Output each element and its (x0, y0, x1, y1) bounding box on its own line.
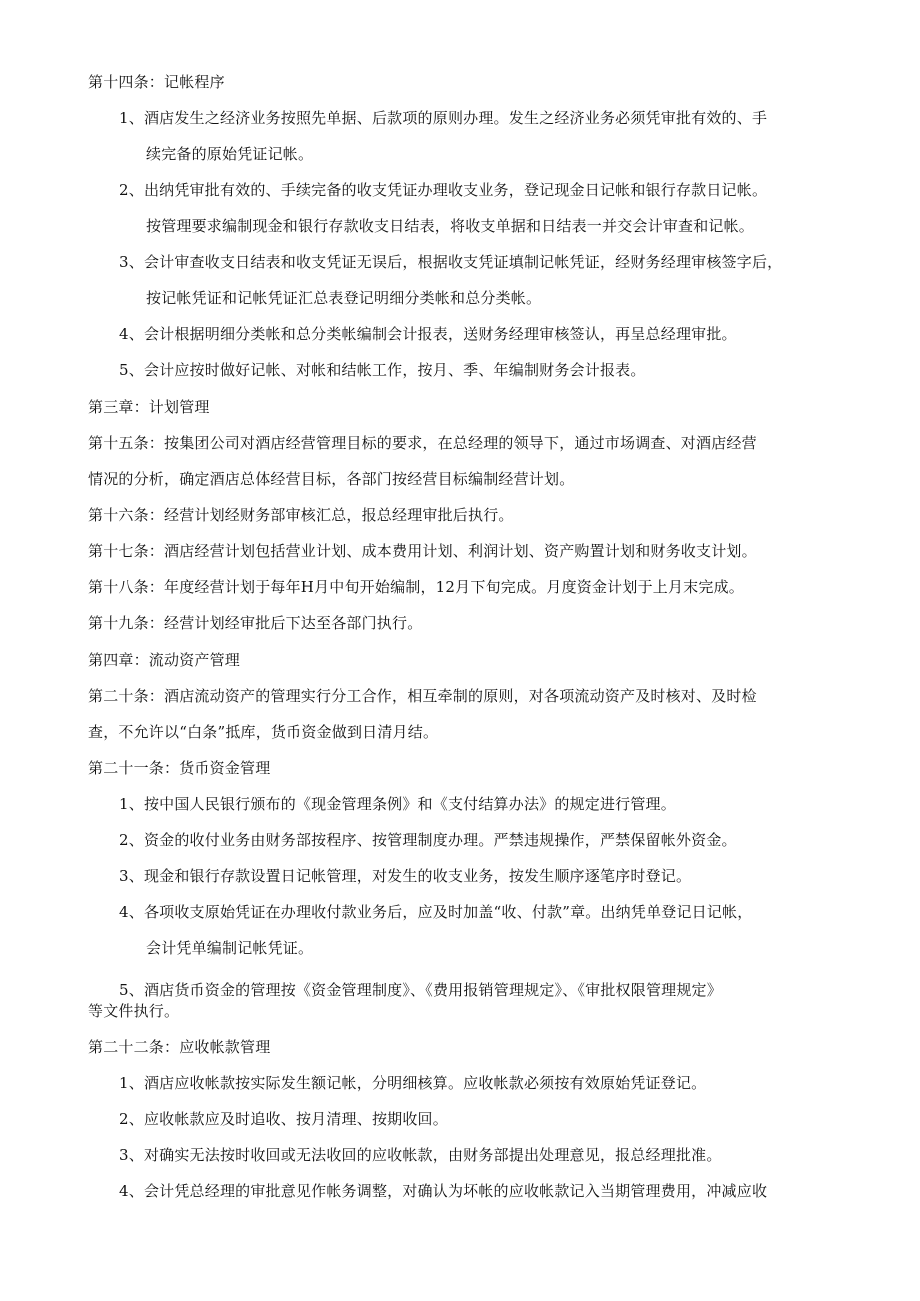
article-14-item-1: 1、酒店发生之经济业务按照先单据、后款项的原则办理。发生之经济业务必须凭审批有效的、手 (119, 109, 768, 127)
article-21-heading: 第二十一条：货币资金管理 (88, 759, 271, 777)
article-14-item-5: 5、会计应按时做好记帐、对帐和结帐工作，按月、季、年编制财务会计报表。 (119, 361, 646, 379)
article-15: 第十五条：按集团公司对酒店经营管理目标的要求，在总经理的领导下，通过市场调查、对酒店经营 (88, 434, 757, 452)
article-17: 第十七条：酒店经营计划包括营业计划、成本费用计划、利润计划、资产购置计划和财务收支计划。 (88, 542, 757, 560)
article-14-item-3: 3、会计审查收支日结表和收支凭证无误后，根据收支凭证填制记帐凭证，经财务经理审核签字后， (119, 253, 783, 271)
article-21-item-4: 4、各项收支原始凭证在办理收付款业务后，应及时加盖“收、付款”章。出纳凭单登记日记帐， (119, 903, 753, 921)
article-14-item-2: 2、出纳凭审批有效的、手续完备的收支凭证办理收支业务，登记现金日记帐和银行存款日记帐。 (119, 181, 768, 199)
article-14-item-2-cont: 按管理要求编制现金和银行存款收支日结表，将收支单据和日结表一并交会计审查和记帐。 (146, 217, 755, 235)
article-21-item-5: 5、酒店货币资金的管理按《资金管理制度》、《费用报销管理规定》、《审批权限管理规定》 (119, 981, 722, 999)
article-15-cont: 情况的分析，确定酒店总体经营目标，各部门按经营目标编制经营计划。 (88, 470, 575, 488)
article-20-cont: 查，不允许以“白条”抵库，货币资金做到日清月结。 (88, 723, 439, 741)
article-21-item-3: 3、现金和银行存款设置日记帐管理，对发生的收支业务，按发生顺序逐笔序时登记。 (119, 867, 692, 885)
article-21-item-1: 1、按中国人民银行颁布的《现金管理条例》和《支付结算办法》的规定进行管理。 (119, 795, 676, 813)
article-22-heading: 第二十二条：应收帐款管理 (88, 1038, 271, 1056)
article-21-item-4-cont: 会计凭单编制记帐凭证。 (146, 939, 314, 957)
chapter-4-heading: 第四章：流动资产管理 (88, 651, 241, 669)
article-14-item-3-cont: 按记帐凭证和记帐凭证汇总表登记明细分类帐和总分类帐。 (146, 289, 542, 307)
article-14-item-1-cont: 续完备的原始凭证记帐。 (146, 145, 314, 163)
article-21-item-5-cont: 等文件执行。 (88, 1002, 180, 1020)
article-22-item-1: 1、酒店应收帐款按实际发生额记帐，分明细核算。应收帐款必须按有效原始凭证登记。 (119, 1074, 707, 1092)
article-19: 第十九条：经营计划经审批后下达至各部门执行。 (88, 614, 423, 632)
chapter-3-heading: 第三章：计划管理 (88, 398, 210, 416)
article-20: 第二十条：酒店流动资产的管理实行分工合作，相互牵制的原则，对各项流动资产及时核对、及时检 (88, 687, 757, 705)
article-18: 第十八条：年度经营计划于每年H月中旬开始编制，12月下旬完成。月度资金计划于上月末完成。 (88, 578, 744, 596)
article-22-item-4: 4、会计凭总经理的审批意见作帐务调整，对确认为坏帐的应收帐款记入当期管理费用，冲减应收 (119, 1182, 768, 1200)
article-22-item-2: 2、应收帐款应及时追收、按月清理、按期收回。 (119, 1110, 448, 1128)
article-16: 第十六条：经营计划经财务部审核汇总，报总经理审批后执行。 (88, 506, 514, 524)
article-14-heading: 第十四条：记帐程序 (88, 73, 225, 91)
article-22-item-3: 3、对确实无法按时收回或无法收回的应收帐款，由财务部提出处理意见，报总经理批准。 (119, 1146, 722, 1164)
article-21-item-2: 2、资金的收付业务由财务部按程序、按管理制度办理。严禁违规操作，严禁保留帐外资金。 (119, 831, 737, 849)
article-14-item-4: 4、会计根据明细分类帐和总分类帐编制会计报表，送财务经理审核签认，再呈总经理审批。 (119, 325, 737, 343)
